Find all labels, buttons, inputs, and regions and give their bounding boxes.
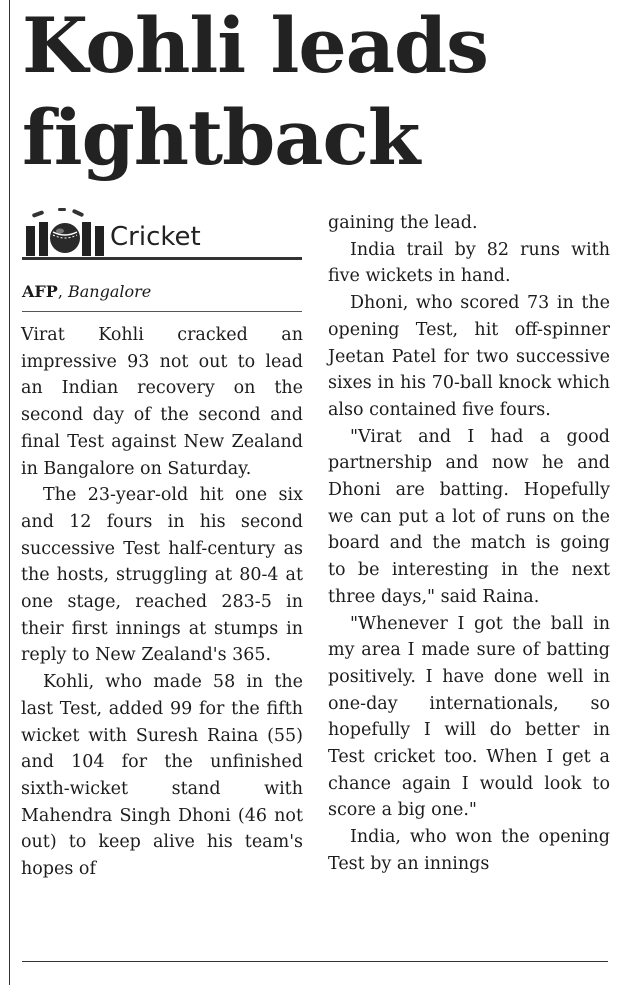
paragraph: "Whenever I got the ball in my area I made sure of batting positively. I have done well in one-day internationals, so hopefully I will do better in Test cricket too. When I get a chance again I would look to score a big one." <box>328 613 610 821</box>
body-column-right <box>328 210 610 878</box>
paragraph: The 23-year-old hit one six and 12 fours in his second successive Test half-century as the hosts, struggling at 80-4 at one stage, reached 283-5 in their first innings at stumps in reply to New Zealand's 365. <box>21 485 303 666</box>
section-rule <box>22 257 302 260</box>
paragraph: Virat Kohli cracked an impressive 93 not out to lead an Indian recovery on the second day of the second and final Test against New Zealand in Bangalore on Saturday. <box>21 325 303 479</box>
paragraph: Dhoni, who scored 73 in the opening Test, hit off-spinner Jeetan Patel for two successive sixes in his 70-ball knock which also contained five fours. <box>328 293 610 420</box>
headline: Kohli leads fightback <box>22 1 488 182</box>
byline-place: Bangalore <box>67 282 152 301</box>
section-kicker <box>22 208 302 260</box>
paragraph: Kohli, who made 58 in the last Test, added 99 for the fifth wicket with Suresh Raina (55) and 104 for the unfinished sixth-wicket stand with Mahendra Singh Dhoni (46 not out) to keep alive his team's hopes of <box>21 672 303 880</box>
byline-agency: AFP <box>22 282 58 301</box>
paragraph: India trail by 82 runs with five wickets in hand. <box>328 239 610 287</box>
body-column-left <box>21 322 303 883</box>
page-margin-rule <box>9 0 10 985</box>
paragraph: India, who won the opening Test by an innings <box>328 827 610 874</box>
byline-rule <box>22 311 302 312</box>
cricket-stumps-ball-icon <box>22 208 106 258</box>
section-label: Cricket <box>110 222 201 252</box>
paragraph: "Virat and I had a good partnership and now he and Dhoni are batting. Hopefully we can put a lot of runs on the board and the match is going to be interesting in the next three days," said Raina. <box>328 426 610 607</box>
paragraph-continued: gaining the lead. <box>328 213 478 233</box>
byline: AFP, Bangalore <box>22 282 152 301</box>
bottom-rule <box>22 961 608 962</box>
